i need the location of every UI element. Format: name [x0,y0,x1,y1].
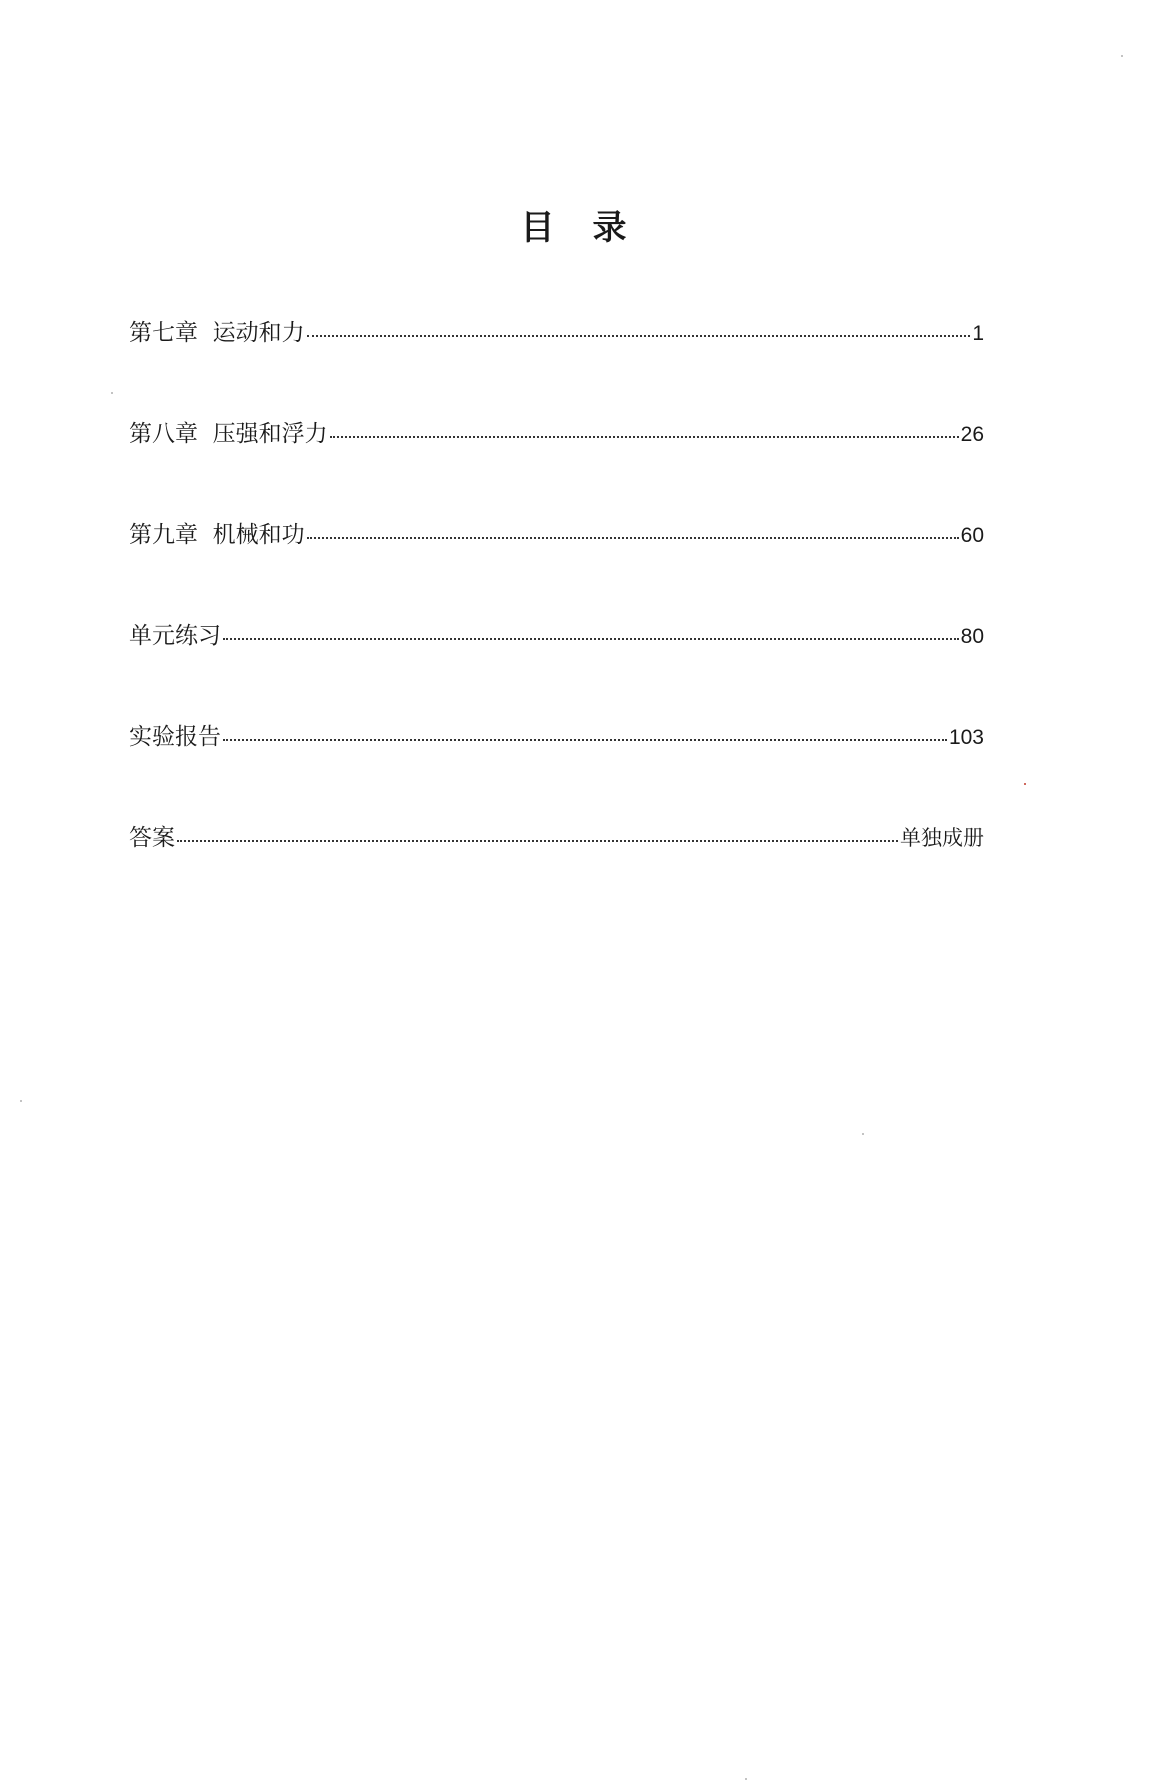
toc-entry-label: 单元练习 [129,623,221,649]
toc-entry-label: 实验报告 [129,724,221,750]
toc-entry-page: 单独成册 [900,827,984,850]
scan-speck [862,1133,864,1135]
toc-entry-unit-exercises[interactable] [129,621,984,722]
toc-entry-page: 26 [960,423,984,446]
scan-speck [1121,55,1123,57]
toc-entry-label: 答案 [129,825,175,851]
toc-leader-dots [177,839,898,842]
toc-entry-page: 1 [972,322,984,345]
toc-entry-label: 第八章 压强和浮力 [129,421,328,447]
toc-entry-page: 60 [960,524,984,547]
scan-speck [745,1778,747,1780]
table-of-contents [129,318,984,924]
toc-leader-dots [223,637,959,640]
scan-speck [20,1100,22,1102]
toc-leader-dots [223,738,947,741]
page-title [0,200,1149,249]
toc-entry-chapter-9[interactable] [129,520,984,621]
toc-entry-label: 第七章 运动和力 [129,320,305,346]
toc-entry-answers[interactable] [129,823,984,924]
toc-leader-dots [307,536,959,539]
toc-entry-lab-reports[interactable] [129,722,984,823]
toc-leader-dots [330,435,959,438]
toc-entry-chapter-8[interactable] [129,419,984,520]
title-char-2: 录 [592,208,629,248]
scan-speck [1024,783,1026,785]
toc-entry-chapter-7[interactable] [129,318,984,419]
toc-entry-label: 第九章 机械和功 [129,522,305,548]
scan-speck [111,392,113,394]
toc-leader-dots [307,334,971,337]
toc-entry-page: 103 [948,726,984,749]
title-char-1: 目 [520,208,557,248]
toc-entry-page: 80 [960,625,984,648]
